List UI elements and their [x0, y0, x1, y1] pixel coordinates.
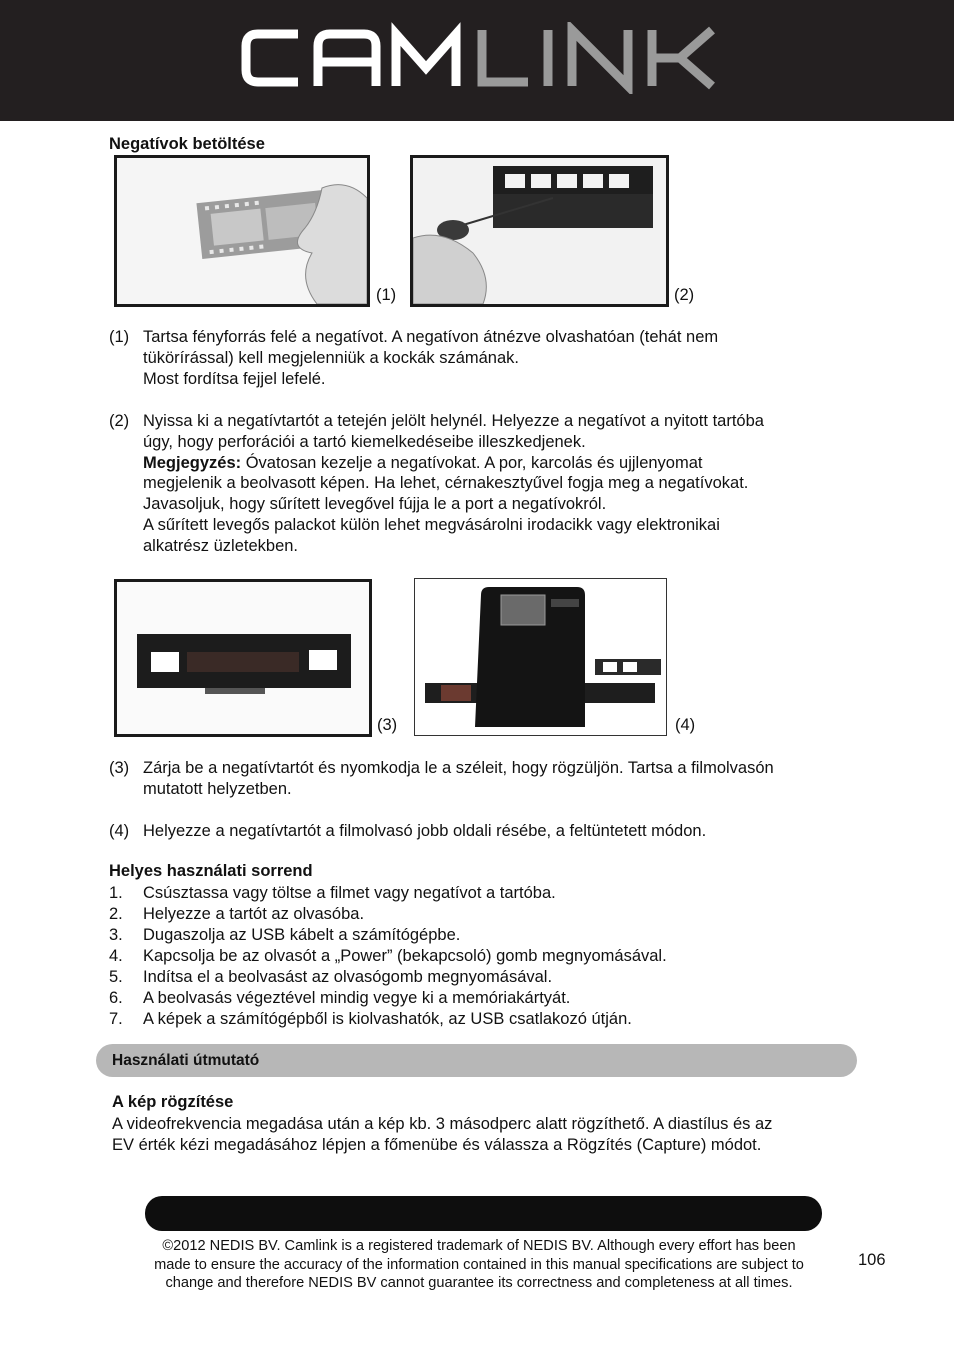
item-line: Tartsa fényforrás felé a negatívot. A negatívon átnézve olvashatóan (tehát nem: [143, 328, 719, 346]
caption-1: (1): [376, 286, 397, 304]
footer-line: ©2012 NEDIS BV. Camlink is a registered trademark of NEDIS BV. Although every effort has been: [162, 1238, 796, 1254]
caption-4: (4): [675, 716, 696, 734]
step-number: 4.: [109, 947, 123, 965]
caption-3: (3): [377, 716, 398, 734]
section-bar-user-guide: [96, 1044, 857, 1077]
footer-copyright: [120, 1237, 838, 1293]
photo-hand-holding-negative: [114, 155, 370, 307]
camlink-logo: [238, 22, 720, 94]
caption-2: (2): [674, 286, 695, 304]
footer-line: change and therefore NEDIS BV cannot guarantee its correctness and completeness at all times.: [165, 1275, 793, 1292]
item-line: úgy, hogy perforációi a tartó kiemelkedéseibe illeszkedjenek.: [143, 432, 586, 451]
step-number: 5.: [109, 968, 123, 986]
step-item: [109, 904, 364, 925]
section-heading-negatives: Negatívok betöltése: [109, 135, 265, 153]
step-text: Kapcsolja be az olvasót a „Power” (bekapcsoló) gomb megnyomásával.: [143, 947, 667, 965]
instruction-item-2: [109, 411, 849, 557]
footer-line: made to ensure the accuracy of the information contained in this manual specifications are subject to: [154, 1256, 804, 1273]
photo-open-negative-holder: [410, 155, 669, 307]
step-item: [109, 967, 552, 988]
photo-film-scanner: [414, 578, 667, 736]
item-number: (3): [109, 759, 130, 777]
step-text: Dugaszolja az USB kábelt a számítógépbe.: [143, 926, 461, 944]
capture-paragraph: [112, 1114, 772, 1156]
step-item: [109, 988, 570, 1009]
step-text: Indítsa el a beolvasást az olvasógomb megnyomásával.: [143, 968, 553, 986]
item-line: Nyissa ki a negatívtartót a tetején jelölt helynél. Helyezze a negatívot a nyitott tartóba: [143, 412, 764, 430]
section-heading-capture: A kép rögzítése: [112, 1093, 234, 1111]
step-number: 7.: [109, 1010, 123, 1028]
note-line: megjelenik a beolvasott képen. Ha lehet, cérnakesztyűvel fogja meg a negatívokat.: [143, 474, 749, 493]
footer-bar: [145, 1196, 822, 1231]
step-number: 1.: [109, 884, 123, 902]
paragraph-line: EV érték kézi megadásához lépjen a főmenübe és válassza a Rögzítés (Capture) módot.: [112, 1136, 762, 1154]
item-number: (4): [109, 822, 130, 840]
step-text: A képek a számítógépből is kiolvashatók, az USB csatlakozó útján.: [143, 1010, 632, 1028]
step-text: Csúsztassa vagy töltse a filmet vagy negatívot a tartóba.: [143, 884, 556, 902]
item-line: Helyezze a negatívtartót a filmolvasó jobb oldali résébe, a feltüntetett módon.: [143, 822, 707, 840]
instruction-item-1: [109, 327, 849, 389]
step-number: 2.: [109, 905, 123, 923]
step-item: [109, 925, 460, 946]
section-heading-usage-order: Helyes használati sorrend: [109, 862, 313, 880]
note-line: Javasoljuk, hogy sűrített levegővel fújja le a port a negatívokról.: [143, 495, 607, 514]
step-text: Helyezze a tartót az olvasóba.: [143, 905, 365, 923]
instruction-item-4: [109, 821, 849, 842]
item-line: Most fordítsa fejjel lefelé.: [143, 369, 326, 388]
item-line: mutatott helyzetben.: [143, 779, 292, 798]
item-number: (1): [109, 328, 130, 346]
note-line: A sűrített levegős palackot külön lehet megvásárolni irodacikk vagy elektronikai: [143, 515, 720, 534]
step-item: [109, 883, 556, 904]
note-line: [143, 453, 849, 474]
item-line: tükörírással) kell megjelenniük a kockák számának.: [143, 348, 519, 367]
step-text: A beolvasás végeztével mindig vegye ki a memóriakártyát.: [143, 989, 571, 1007]
page-number: 106: [858, 1251, 886, 1269]
note-label: Megjegyzés:: [143, 453, 242, 472]
note-line: alkatrész üzletekben.: [143, 536, 299, 555]
step-item: [109, 1009, 632, 1030]
note-text: Óvatosan kezelje a negatívokat. A por, karcolás és ujjlenyomat: [241, 453, 703, 472]
brand-header: [0, 0, 954, 121]
item-number: (2): [109, 412, 130, 430]
paragraph-line: A videofrekvencia megadása után a kép kb. 3 másodperc alatt rögzíthető. A diastílus és az: [112, 1115, 773, 1133]
step-number: 3.: [109, 926, 123, 944]
step-item: [109, 946, 667, 967]
section-bar-title: Használati útmutató: [112, 1052, 260, 1069]
instruction-item-3: [109, 758, 849, 800]
item-line: Zárja be a negatívtartót és nyomkodja le a széleit, hogy rögzüljön. Tartsa a filmolvasón: [143, 759, 774, 777]
photo-closed-negative-holder: [114, 579, 372, 737]
step-number: 6.: [109, 989, 123, 1007]
